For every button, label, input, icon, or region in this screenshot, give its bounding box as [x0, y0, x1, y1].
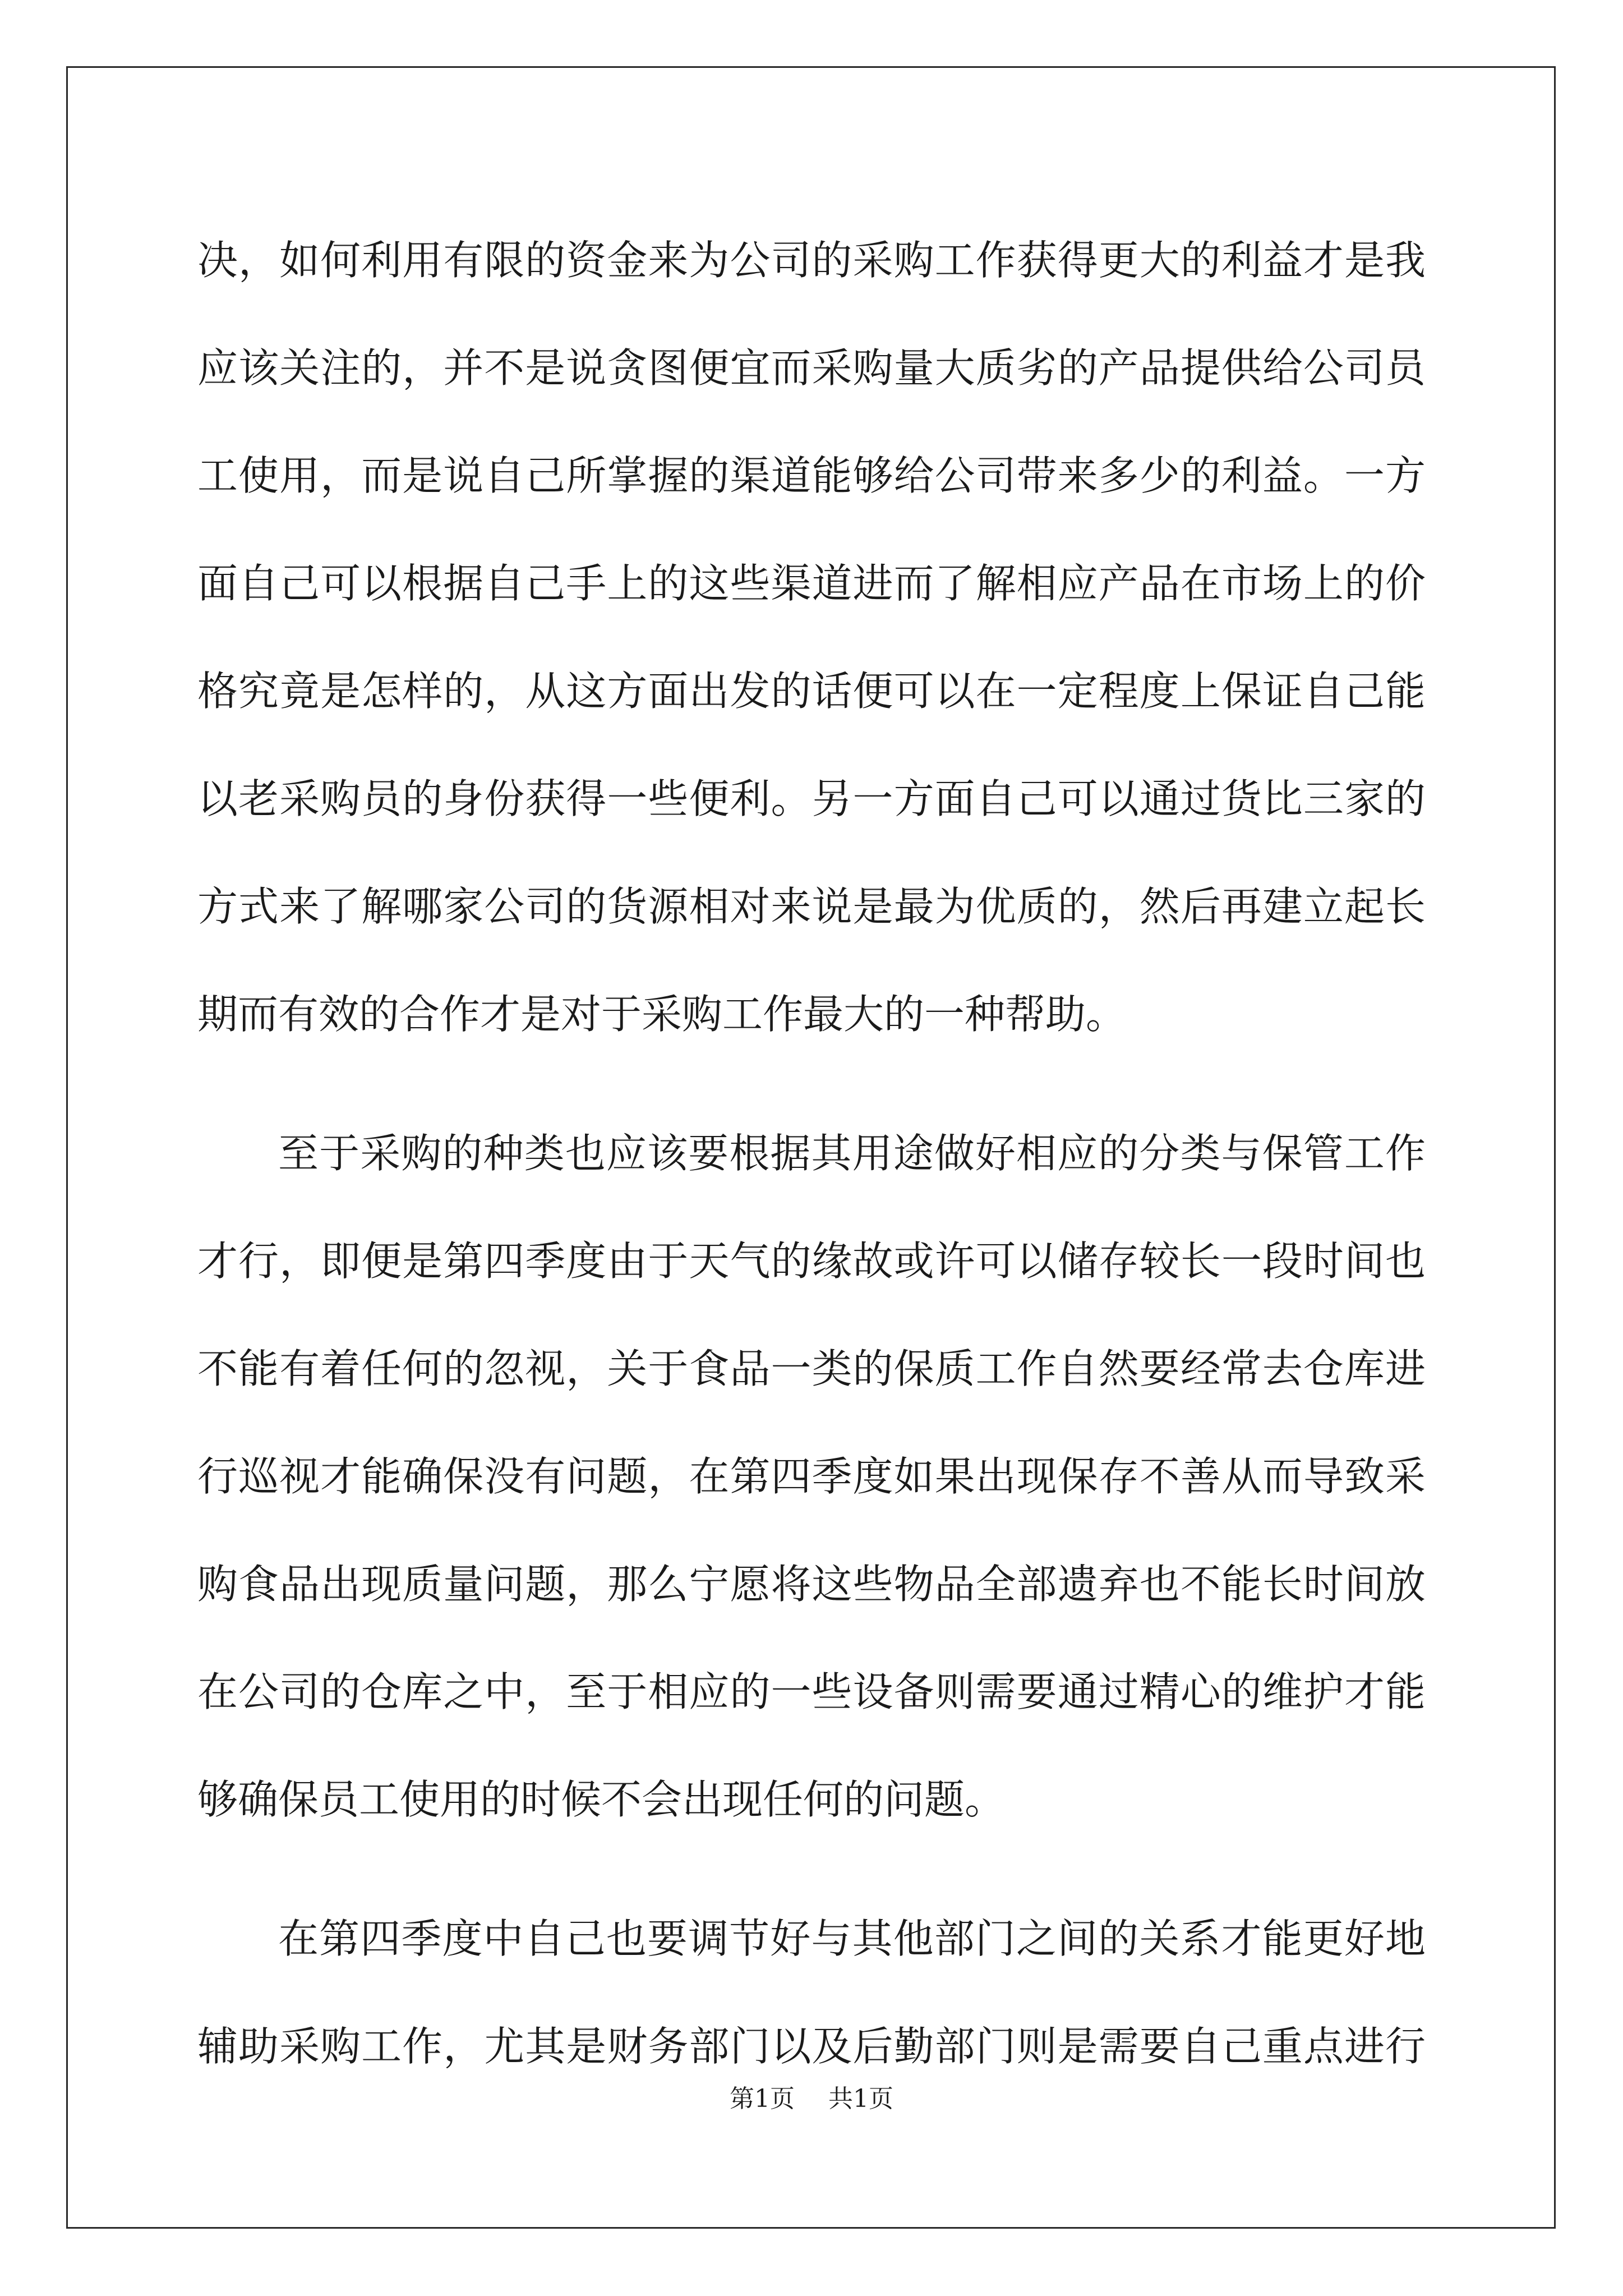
text-line: 方式来了解哪家公司的货源相对来说是最为优质的，然后再建立起长	[197, 883, 1426, 930]
text-line: 至于采购的种类也应该要根据其用途做好相应的分类与保管工作	[278, 1130, 1426, 1177]
text-line: 应该关注的，并不是说贪图便宜而采购量大质劣的产品提供给公司员	[197, 344, 1426, 392]
text-line: 以老采购员的身份获得一些便利。另一方面自己可以通过货比三家的	[197, 775, 1426, 822]
text-line: 在第四季度中自己也要调节好与其他部门之间的关系才能更好地	[278, 1915, 1426, 1962]
text-line: 购食品出现质量问题，那么宁愿将这些物品全部遗弃也不能长时间放	[197, 1561, 1426, 1608]
paragraph-1	[197, 206, 1426, 1068]
text-line: 期而有效的合作才是对于采购工作最大的一种帮助。	[197, 991, 1127, 1038]
page-number: 第1页	[730, 2085, 795, 2113]
paragraph-3	[197, 1885, 1426, 2100]
paragraph-2	[197, 1099, 1426, 1853]
text-line: 行巡视才能确保没有问题，在第四季度如果出现保存不善从而导致采	[197, 1453, 1426, 1500]
page-footer	[0, 2082, 1623, 2116]
text-line: 决，如何利用有限的资金来为公司的采购工作获得更大的利益才是我	[197, 237, 1426, 284]
text-line: 够确保员工使用的时候不会出现任何的问题。	[197, 1776, 1006, 1823]
page-total: 共1页	[828, 2085, 893, 2113]
text-line: 不能有着任何的忽视，关于食品一类的保质工作自然要经常去仓库进	[197, 1345, 1426, 1392]
text-line: 面自己可以根据自己手上的这些渠道进而了解相应产品在市场上的价	[197, 560, 1426, 607]
text-line: 格究竟是怎样的，从这方面出发的话便可以在一定程度上保证自己能	[197, 668, 1426, 715]
text-line: 辅助采购工作，尤其是财务部门以及后勤部门则是需要自己重点进行	[197, 2023, 1426, 2070]
text-line: 工使用，而是说自己所掌握的渠道能够给公司带来多少的利益。一方	[197, 452, 1426, 499]
text-line: 才行，即便是第四季度由于天气的缘故或许可以储存较长一段时间也	[197, 1237, 1426, 1285]
document-body	[197, 206, 1426, 2100]
text-line: 在公司的仓库之中，至于相应的一些设备则需要通过精心的维护才能	[197, 1668, 1426, 1715]
